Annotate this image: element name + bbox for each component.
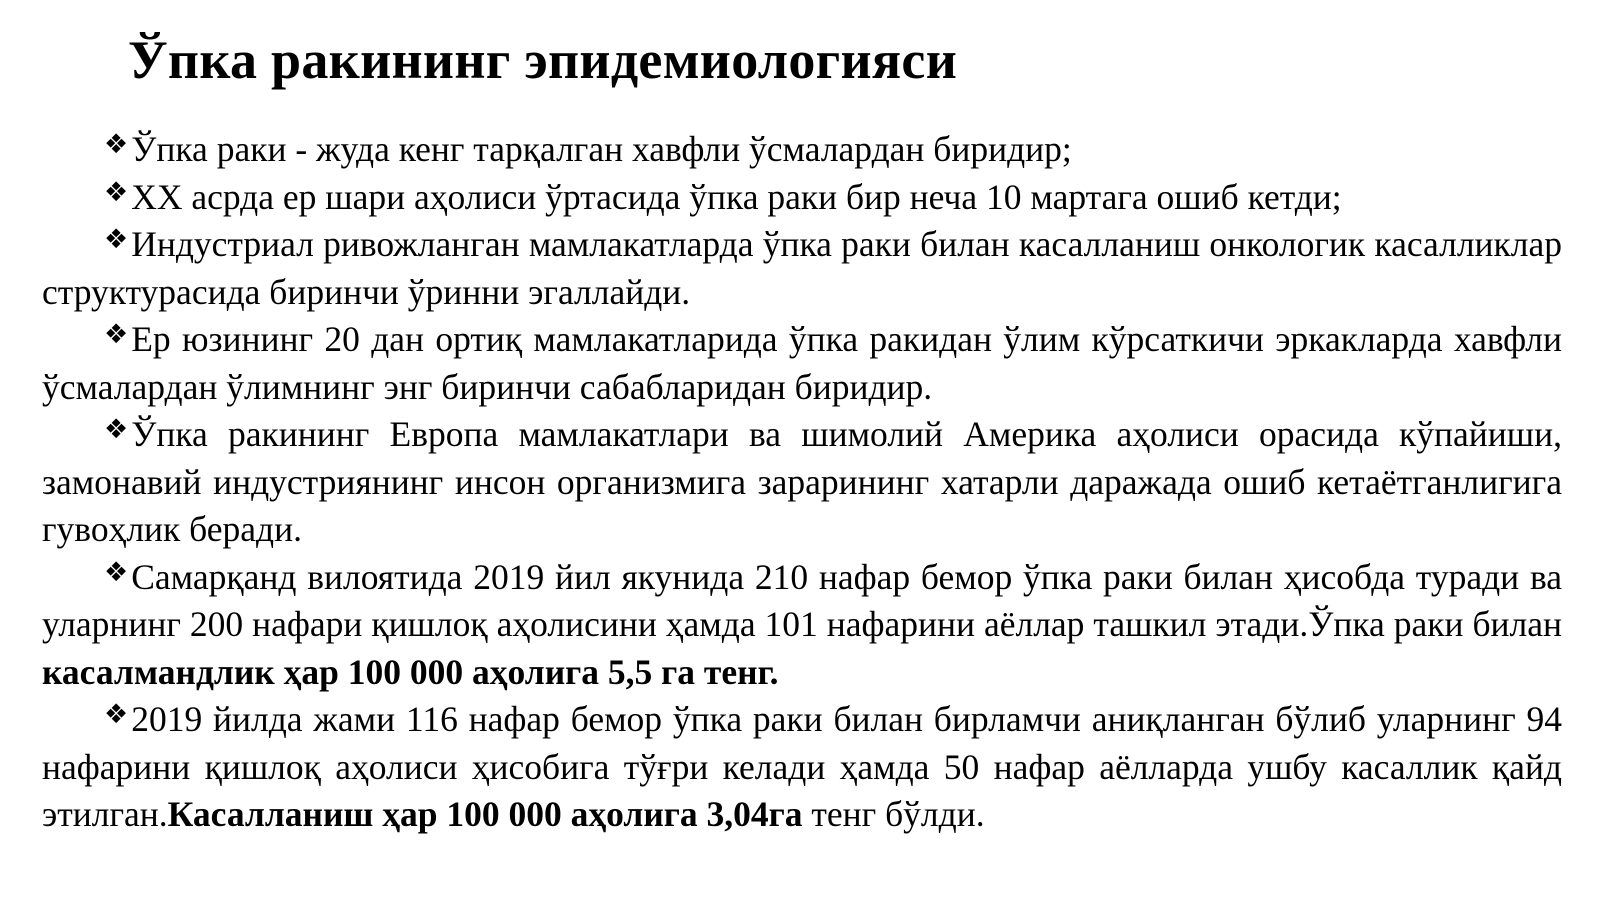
four-diamond-bullet-icon: ❖ [104,699,129,730]
list-item [42,696,1562,839]
list-item [42,174,1562,222]
list-item-text: 2019 йилда жами 116 нафар бемор ўпка раки билан бирламчи аниқланган бўлиб уларнинг 94 нафарини қишлоқ аҳолиси ҳисобига тўғри келади ҳамда 50 нафар аёлларда ушбу касаллик қайд этилган. [42,699,1562,834]
list-item-text: Самарқанд вилоятида 2019 йил якунида 210 нафар бемор ўпка раки билан ҳисобда туради ва уларнинг 200 нафари қишлоқ аҳолисини ҳамда 101 нафарини аёллар ташкил этади.Ўпка раки билан [42,556,1562,644]
list-item-text-end: тенг бўлди. [802,794,985,834]
list-item [42,126,1562,174]
list-item [42,411,1562,554]
list-item-bold-text: Касалланиш ҳар 100 000 аҳолига 3,04га [167,794,803,834]
four-diamond-bullet-icon: ❖ [104,224,129,255]
slide-title: Ўпка ракининг эпидемиологияси [128,30,958,90]
list-item-bold-text: касалмандлик ҳар 100 000 аҳолига 5,5 га тенг. [42,651,779,692]
bullet-list [42,126,1562,839]
four-diamond-bullet-icon: ❖ [104,414,129,445]
list-item-text: Ер юзининг 20 дан ортиқ мамлакатларида ўпка ракидан ўлим кўрсаткичи эркакларда хавфли ўсмалардан ўлимнинг энг биринчи сабабларидан биридир. [42,319,1562,407]
list-item [42,316,1562,411]
list-item-text: Индустриал ривожланган мамлакатларда ўпка раки билан касалланиш онкологик касалликлар структурасида биринчи ўринни эгаллайди. [42,224,1562,312]
four-diamond-bullet-icon: ❖ [104,176,129,208]
list-item-text: Ўпка раки - жуда кенг тарқалган хавфли ўсмалардан биридир; [131,129,1072,169]
list-item-text: Ўпка ракининг Европа мамлакатлари ва шимолий Америка аҳолиси орасида кўпайиши, замонавий индустриянинг инсон организмига зарарининг хатарли даражада ошиб кетаётганлигига гувоҳлик беради. [42,414,1562,549]
four-diamond-bullet-icon: ❖ [104,319,129,350]
list-item [42,554,1562,697]
four-diamond-bullet-icon: ❖ [104,556,129,588]
four-diamond-bullet-icon: ❖ [104,129,129,160]
list-item [42,221,1562,316]
list-item-text: XX асрда ер шари аҳолиси ўртасида ўпка раки бир неча 10 мартага ошиб кетди; [131,176,1342,217]
